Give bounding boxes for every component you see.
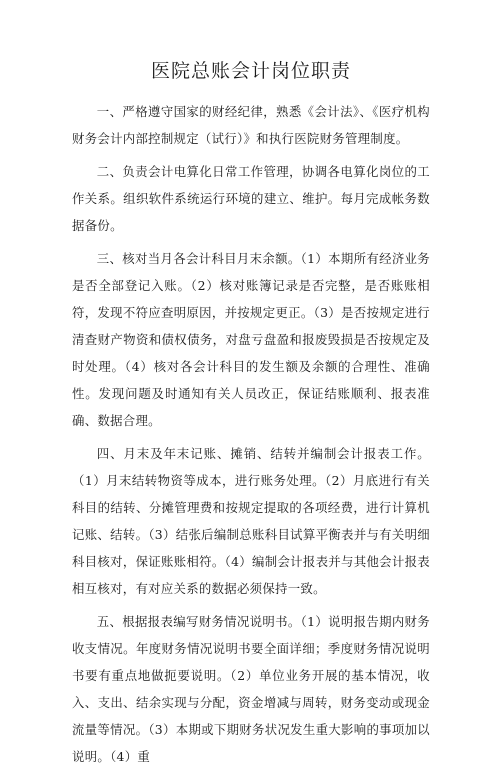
duty-paragraph-4: 四、月末及年末记账、摊销、结转并编制会计报表工作。（1）月末结转物资等成本，进行账务处理。（2）月底进行有关科目的结转、分摊管理费和按规定提取的各项经费，进行计算机记账、结转。（3）结张后编制总账科目试算平衡表并与有关明细科目核对，保证账账相符。（4）编制会计报表并与其他会计报表相互核对，有对应关系的数据必须保持一致。 <box>72 446 430 596</box>
duty-paragraph-5: 五、根据报表编写财务情况说明书。（1）说明报告期内财务收支情况。年度财务情况说明书要全面详细；季度财务情况说明书要有重点地做扼要说明。（2）单位业务开展的基本情况，收入、支出、结余实现与分配，资金增减与周转，财务变动或现金流量等情况。（3）本期或下期财务状况发生重大影响的事项加以说明。（4）重 <box>72 614 430 764</box>
duty-paragraph-2: 二、负责会计电算化日常工作管理，协调各电算化岗位的工作关系。组织软件系统运行环境的建立、维护。每月完成帐务数据备份。 <box>72 164 430 233</box>
duty-paragraph-1: 一、严格遵守国家的财经纪律，熟悉《会计法》、《医疗机构财务会计内部控制规定（试行）》和执行医院财务管理制度。 <box>72 104 430 146</box>
duty-paragraph-3: 三、核对当月各会计科目月末余额。（1）本期所有经济业务是否全部登记入账。（2）核对账簿记录是否完整，是否账账相符，发现不符应查明原因，并按规定更正。（3）是否按规定进行清查财产物资和债权债务，对盘亏盘盈和报废毁损是否按规定及时处理。（4）核对各会计科目的发生额及余额的合理性、准确性。发现问题及时通知有关人员改正，保证结账顺利、报表准确、数据合理。 <box>72 251 430 428</box>
document-title: 医院总账会计岗位职责 <box>150 60 351 82</box>
